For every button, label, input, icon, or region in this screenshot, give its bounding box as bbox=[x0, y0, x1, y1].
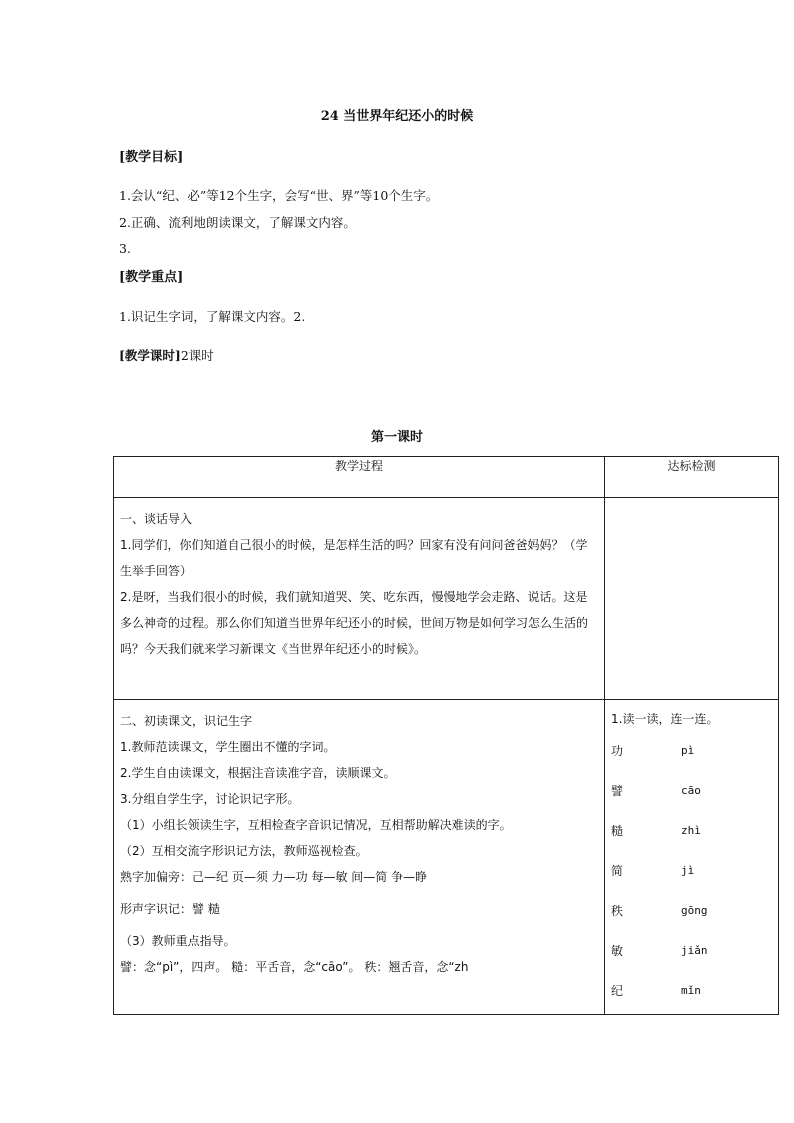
section2-guide: （3）教师重点指导。 bbox=[120, 934, 236, 948]
match-pinyin: pì bbox=[681, 743, 695, 757]
list-item bbox=[611, 730, 772, 770]
list-item bbox=[611, 770, 772, 810]
match-char: 譬 bbox=[611, 783, 624, 798]
match-char: 功 bbox=[611, 743, 624, 758]
objective-3: 3. bbox=[119, 241, 131, 256]
section2-last: 譬：念“pì”，四声。 糙：平舌音，念“cāo”。 秩：翘舌音，念“zh bbox=[120, 960, 469, 974]
section2-line-2: 2.学生自由读课文，根据注音读准字音，读顺课文。 bbox=[120, 766, 396, 780]
section2-line-4: （1）小组长领读生字，互相检查字音识记情况，互相帮助解决难读的字。 bbox=[120, 818, 512, 832]
match-pinyin: jiǎn bbox=[681, 943, 708, 957]
match-char: 秩 bbox=[611, 903, 624, 918]
match-char: 简 bbox=[611, 863, 624, 878]
table-row bbox=[114, 700, 779, 1015]
header-check: 达标检测 bbox=[605, 457, 779, 498]
table-header-row bbox=[114, 457, 779, 498]
list-item bbox=[611, 970, 772, 1010]
keypoints-text: 1.识记生字词，了解课文内容。2. bbox=[119, 309, 306, 324]
hours-value: 2课时 bbox=[180, 348, 214, 363]
section1-p2: 2.是呀，当我们很小的时候，我们就知道哭、笑、吃东西，慢慢地学会走路、说话。这是多么神奇的过程。那么你们知道当世界年纪还小的时候，世间万物是如何学习怎么生活的吗？今天我们就来学习新课文《当世界年纪还小的时候》。 bbox=[120, 590, 589, 656]
list-item bbox=[611, 930, 772, 970]
period-title: 第一课时 bbox=[370, 430, 423, 445]
lesson-table bbox=[113, 456, 779, 1015]
section1-heading: 一、谈话导入 bbox=[120, 512, 193, 526]
objective-1: 1.会认“纪、必”等12个生字，会写“世、界”等10个生字。 bbox=[119, 188, 439, 203]
list-item bbox=[611, 810, 772, 850]
match-pinyin: jì bbox=[681, 863, 695, 877]
match-pinyin: zhì bbox=[681, 823, 701, 837]
section2-line-3: 3.分组自学生字，讨论识记字形。 bbox=[120, 792, 300, 806]
list-item bbox=[611, 890, 772, 930]
check-cell-2 bbox=[605, 700, 779, 1015]
section2-line-5: （2）互相交流字形识记方法，教师巡视检查。 bbox=[120, 844, 368, 858]
section2-xingsheng: 形声字识记：譬 糙 bbox=[120, 902, 220, 916]
hours-heading: [教学课时] bbox=[119, 348, 181, 363]
table-row bbox=[114, 498, 779, 700]
match-pinyin: cāo bbox=[681, 783, 701, 797]
match-char: 敏 bbox=[611, 943, 624, 958]
process-cell-2 bbox=[114, 700, 605, 1015]
section1-p1: 1.同学们，你们知道自己很小的时候，是怎样生活的吗？回家有没有问问爸爸妈妈？（学生举手回答） bbox=[120, 538, 588, 578]
match-char: 纪 bbox=[611, 983, 624, 998]
header-process: 教学过程 bbox=[114, 457, 605, 498]
section2-line-1: 1.教师范读课文，学生圈出不懂的字词。 bbox=[120, 740, 336, 754]
process-cell-1 bbox=[114, 498, 605, 700]
check-cell-1 bbox=[605, 498, 779, 700]
match-pinyin: mǐn bbox=[681, 983, 701, 997]
match-pinyin: gōng bbox=[681, 903, 708, 917]
section2-line-6: 熟字加偏旁：己—纪 页—须 力—功 每—敏 间—简 争—睁 bbox=[120, 870, 428, 884]
check-title: 1.读一读，连一连。 bbox=[611, 712, 719, 726]
hours-line bbox=[119, 346, 214, 364]
lesson-title: 24 当世界年纪还小的时候 bbox=[320, 109, 474, 124]
objective-2: 2.正确、流利地朗读课文，了解课文内容。 bbox=[119, 215, 356, 230]
match-char: 糙 bbox=[611, 823, 624, 838]
keypoints-heading: [教学重点] bbox=[119, 270, 184, 285]
section2-heading: 二、初读课文，识记生字 bbox=[120, 714, 253, 728]
list-item bbox=[611, 850, 772, 890]
objectives-heading: [教学目标] bbox=[119, 150, 184, 165]
